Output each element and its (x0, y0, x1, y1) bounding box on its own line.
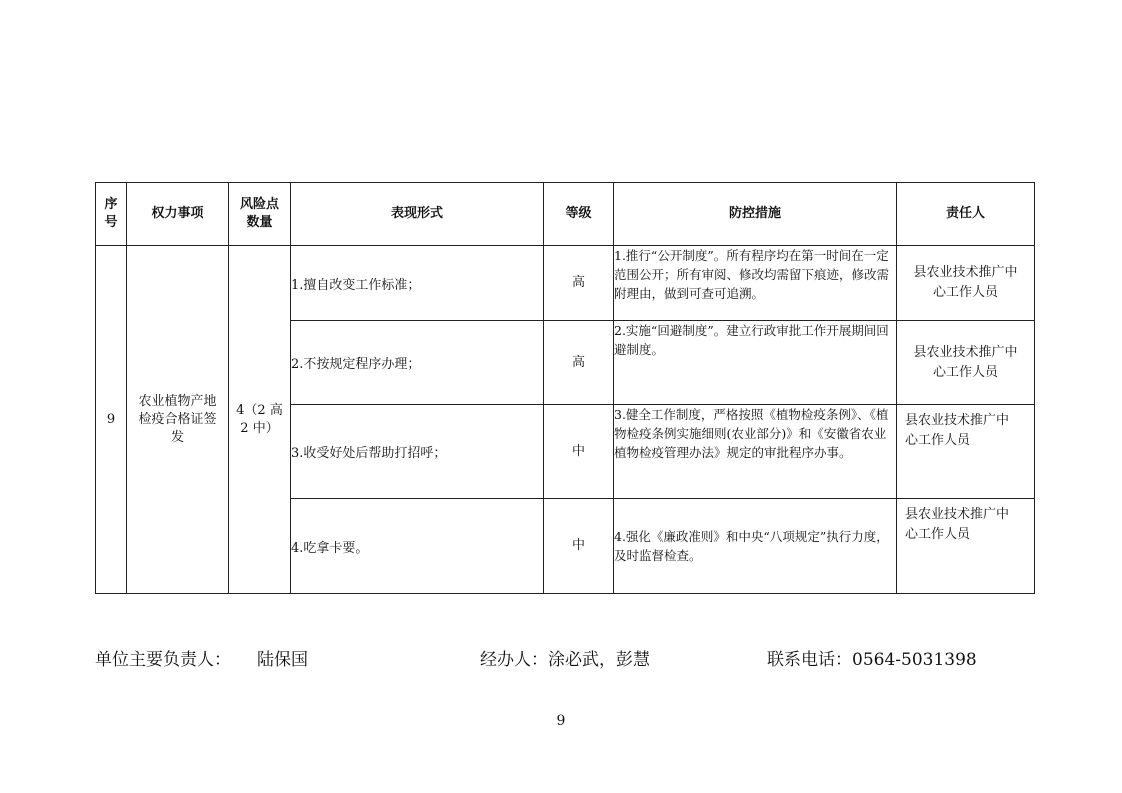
level-cell: 中 (544, 499, 614, 594)
header-measures: 防控措施 (614, 183, 897, 246)
level-cell: 中 (544, 405, 614, 499)
level-cell: 高 (544, 321, 614, 405)
expression-cell: 1.擅自改变工作标准； (291, 246, 544, 321)
contact-phone: 联系电话：0564-5031398 (767, 650, 977, 670)
unit-leader-name: 陆保国 (257, 650, 308, 670)
power-item-cell: 农业植物产地 检疫合格证签 发 (127, 246, 229, 594)
table-row (96, 246, 1035, 321)
risk-count-cell: 4（2 高 2 中） (229, 246, 291, 594)
header-level: 等级 (544, 183, 614, 246)
unit-leader-label: 单位主要负责人： (95, 650, 231, 670)
risk-control-table (95, 182, 1035, 594)
page-number: 9 (556, 713, 566, 729)
responsible-cell: 县农业技术推广中 心工作人员 (897, 321, 1035, 405)
measures-cell: 2.实施“回避制度”。建立行政审批工作开展期间回避制度。 (614, 321, 897, 405)
measures-cell: 3.健全工作制度，严格按照《植物检疫条例》、《植物检疫条例实施细则(农业部分)》和《安徽省农业植物检疫管理办法》规定的审批程序办事。 (614, 405, 897, 499)
header-expression: 表现形式 (291, 183, 544, 246)
header-power-item: 权力事项 (127, 183, 229, 246)
seq-cell: 9 (96, 246, 127, 594)
responsible-cell: 县农业技术推广中 心工作人员 (897, 405, 1035, 499)
responsible-cell: 县农业技术推广中 心工作人员 (897, 246, 1035, 321)
expression-cell: 4.吃拿卡要。 (291, 499, 544, 594)
measures-cell: 1.推行“公开制度”。所有程序均在第一时间在一定范围公开；所有审阅、修改均需留下痕迹，修改需附理由，做到可查可追溯。 (614, 246, 897, 321)
expression-cell: 3.收受好处后帮助打招呼； (291, 405, 544, 499)
responsible-cell: 县农业技术推广中 心工作人员 (897, 499, 1035, 594)
unit-leader (95, 645, 308, 670)
measures-cell: 4.强化《廉政准则》和中央“八项规定”执行力度，及时监督检查。 (614, 499, 897, 594)
expression-cell: 2.不按规定程序办理； (291, 321, 544, 405)
handler: 经办人：涂必武，彭慧 (480, 650, 650, 670)
header-seq: 序 号 (96, 183, 127, 246)
header-responsible: 责任人 (897, 183, 1035, 246)
level-cell: 高 (544, 246, 614, 321)
header-risk-count: 风险点 数量 (229, 183, 291, 246)
table-header-row (96, 183, 1035, 246)
